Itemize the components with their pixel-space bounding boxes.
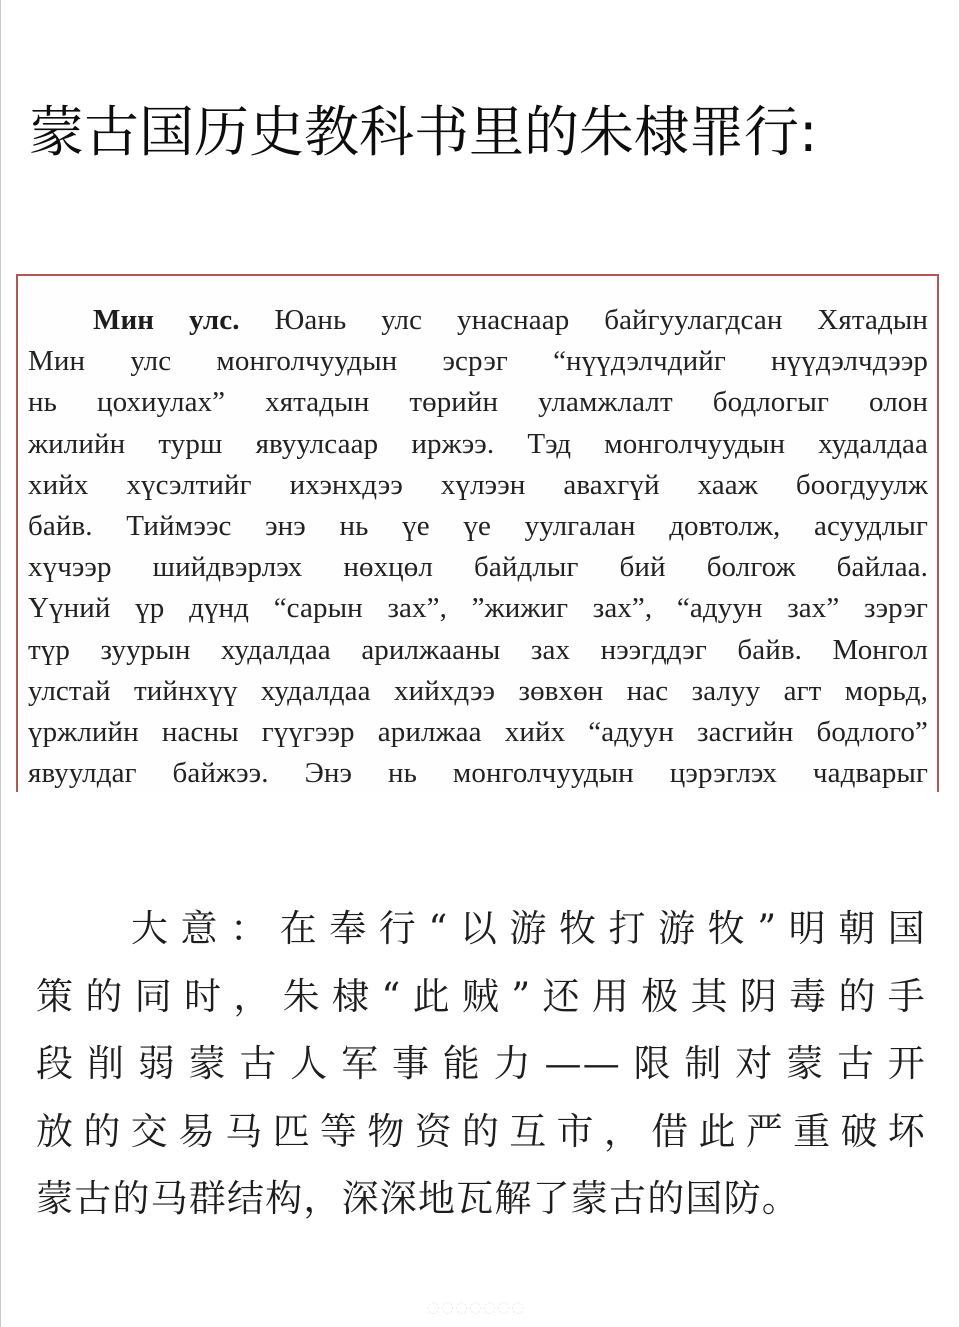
textbook-heading: Мин улс.: [93, 304, 240, 336]
translation-line-2: 策的同时，朱棣“此贼”还用极其阴毒的手: [36, 974, 926, 1018]
chinese-translation: [36, 895, 926, 1233]
textbook-line-9: түр зуурын худалдаа арилжааны зах нээгддэг байв. Монгол: [28, 633, 928, 666]
textbook-line-6: байв. Тиймээс энэ нь үе үе уулгалан довтолж, асуудлыг: [28, 509, 928, 542]
textbook-line-3: нь цохиулах” хятадын төрийн уламжлалт бодлогыг олон: [28, 386, 928, 419]
translation-line-4: 放的交易马匹等物资的互市，借此严重破坏: [36, 1109, 926, 1153]
textbook-line-8: Үүний үр дүнд “сарын зах”, ”жижиг зах”, “адуун зах” зэрэг: [28, 592, 928, 625]
textbook-line-10: улстай тийнхүү худалдаа хийхдээ зөвхөн нас залуу агт морьд,: [28, 674, 928, 707]
textbook-excerpt-frame: [16, 274, 939, 792]
textbook-line-7: хүчээр шийдвэрлэх нөхцөл байдлыг бий болгож байлаа.: [28, 551, 928, 584]
translation-line-3: 段削弱蒙古人军事能力——限制对蒙古开: [36, 1042, 926, 1085]
textbook-line-11: үржлийн насны гүүгээр арилжаа хийх “адуун засгийн бодлого”: [28, 715, 928, 748]
translation-line-5: 蒙古的马群结构，深深地瓦解了蒙古的国防。: [36, 1177, 800, 1220]
faint-watermark: ◌◌◌◌◌◌◌: [426, 1298, 526, 1316]
textbook-line-2: Мин улс монголчуудын эсрэг “нүүдэлчдийг нүүдэлчдээр: [28, 345, 928, 378]
page-title: 蒙古国历史教科书里的朱棣罪行:: [29, 100, 818, 164]
textbook-line-1: [28, 300, 928, 341]
textbook-line-12: явуулдаг байжээ. Энэ нь монголчуудын цэрэглэх чадварыг: [28, 757, 928, 790]
textbook-excerpt-text: [28, 300, 928, 792]
textbook-line-5: хийх хүсэлтийг ихэнхдээ хүлээн авахгүй хааж боогдуулж: [28, 468, 928, 501]
textbook-line-4: жилийн турш явуулсаар иржээ. Тэд монголчуудын худалдаа: [28, 427, 928, 460]
translation-line-1: 大意：在奉行“以游牧打游牧”明朝国: [131, 907, 926, 950]
textbook-line-text: Юань улс унаснаар байгуулагдсан Хятадын: [239, 304, 928, 336]
